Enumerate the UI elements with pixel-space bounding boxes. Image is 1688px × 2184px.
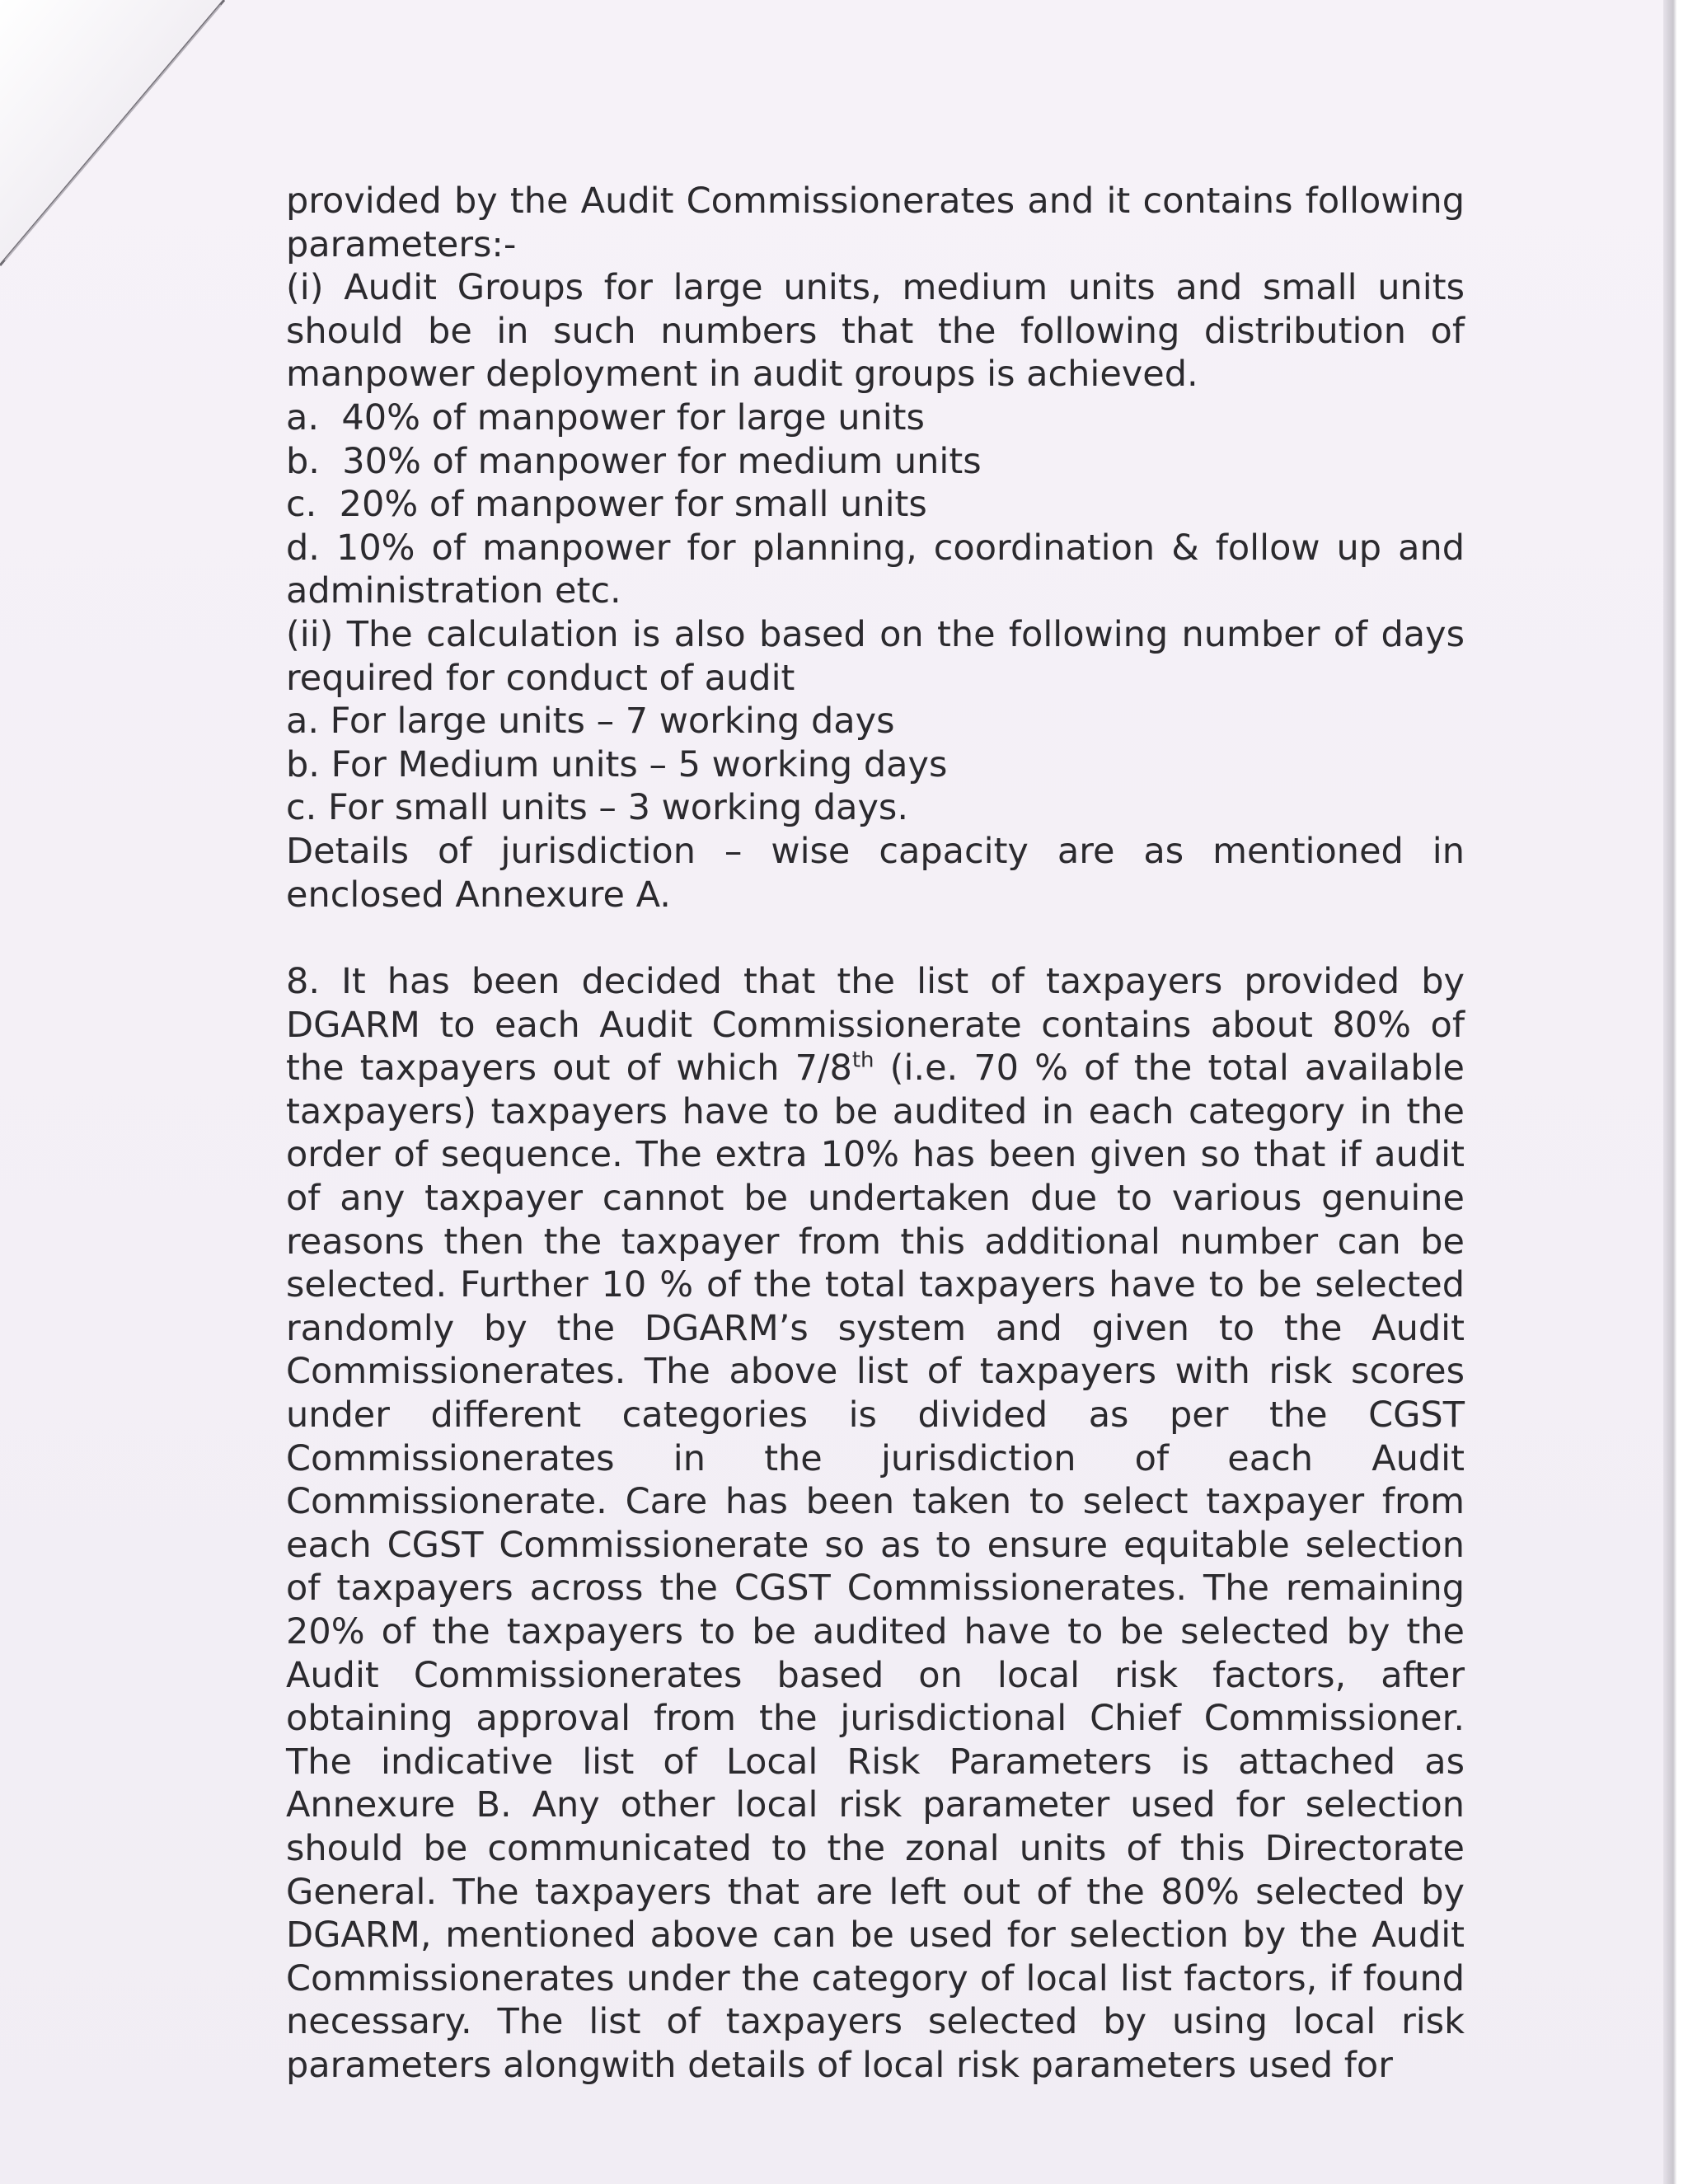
paragraph-8 xyxy=(286,960,1465,2087)
para7-point-ii: (ii) The calculation is also based on the following number of days required for conduct of audit xyxy=(286,613,1465,699)
document-body xyxy=(286,180,1465,2088)
days-item-a: a. For large units – 7 working days xyxy=(286,701,895,743)
manpower-item-a: a. 40% of manpower for large units xyxy=(286,396,925,438)
manpower-item-d: d. 10% of manpower for planning, coordination & follow up and administration etc. xyxy=(286,527,1465,612)
paragraph-spacer xyxy=(286,916,1465,960)
manpower-item-b: b. 30% of manpower for medium units xyxy=(286,440,982,482)
days-item-b: b. For Medium units – 5 working days xyxy=(286,743,948,785)
para8-superscript: th xyxy=(851,1047,874,1073)
page-right-edge xyxy=(1663,0,1688,2184)
manpower-item-c: c. 20% of manpower for small units xyxy=(286,484,927,526)
para8-part2: (i.e. 70 % of the total available taxpayers) taxpayers have to be audited in each category in the order of sequence. The extra 10% has been given so that if audit of any taxpayer cannot be undertaken due to various genuine reasons then the taxpayer from this additional number can be selected. Further 10 % of the total taxpayers have to be selected randomly by the DGARM’s system and given to the Audit Commissionerates. The above list of taxpayers with risk scores under different categories is divided as per the CGST Commissionerates in the jurisdiction of each Audit Commissionerate. Care has been taken to select taxpayer from each CGST Commissionerate so as to ensure equitable selection of taxpayers across the CGST Commissionerates. The remaining 20% of the taxpayers to be audited have to be selected by the Audit Commissionerates based on local risk factors, after obtaining approval from the jurisdictional Chief Commissioner. The indicative list of Local Risk Parameters is attached as Annexure B. Any other local risk parameter used for selection should be communicated to the zonal units of this Directorate General. The taxpayers that are left out of the 80% selected by DGARM, mentioned above can be used for selection by the Audit Commissionerates under the category of local list factors, if found necessary. The list of taxpayers selected by using local risk parameters alongwith details of local risk parameters used for xyxy=(286,1047,1465,2086)
para8-part1: 8. It has been decided that the list of taxpayers provided by DGARM to each Audit Commissionerate contains about 80% of the taxpayers out of which 7/8 xyxy=(286,961,1465,1090)
folded-corner xyxy=(0,0,231,272)
para7-intro: provided by the Audit Commissionerates and it contains following parameters:- xyxy=(286,180,1465,265)
days-item-c: c. For small units – 3 working days. xyxy=(286,787,908,829)
para7-point-i: (i) Audit Groups for large units, medium units and small units should be in such numbers that the following distribution of manpower deployment in audit groups is achieved. xyxy=(286,267,1465,396)
jurisdiction-details: Details of jurisdiction – wise capacity are as mentioned in enclosed Annexure A. xyxy=(286,830,1465,916)
